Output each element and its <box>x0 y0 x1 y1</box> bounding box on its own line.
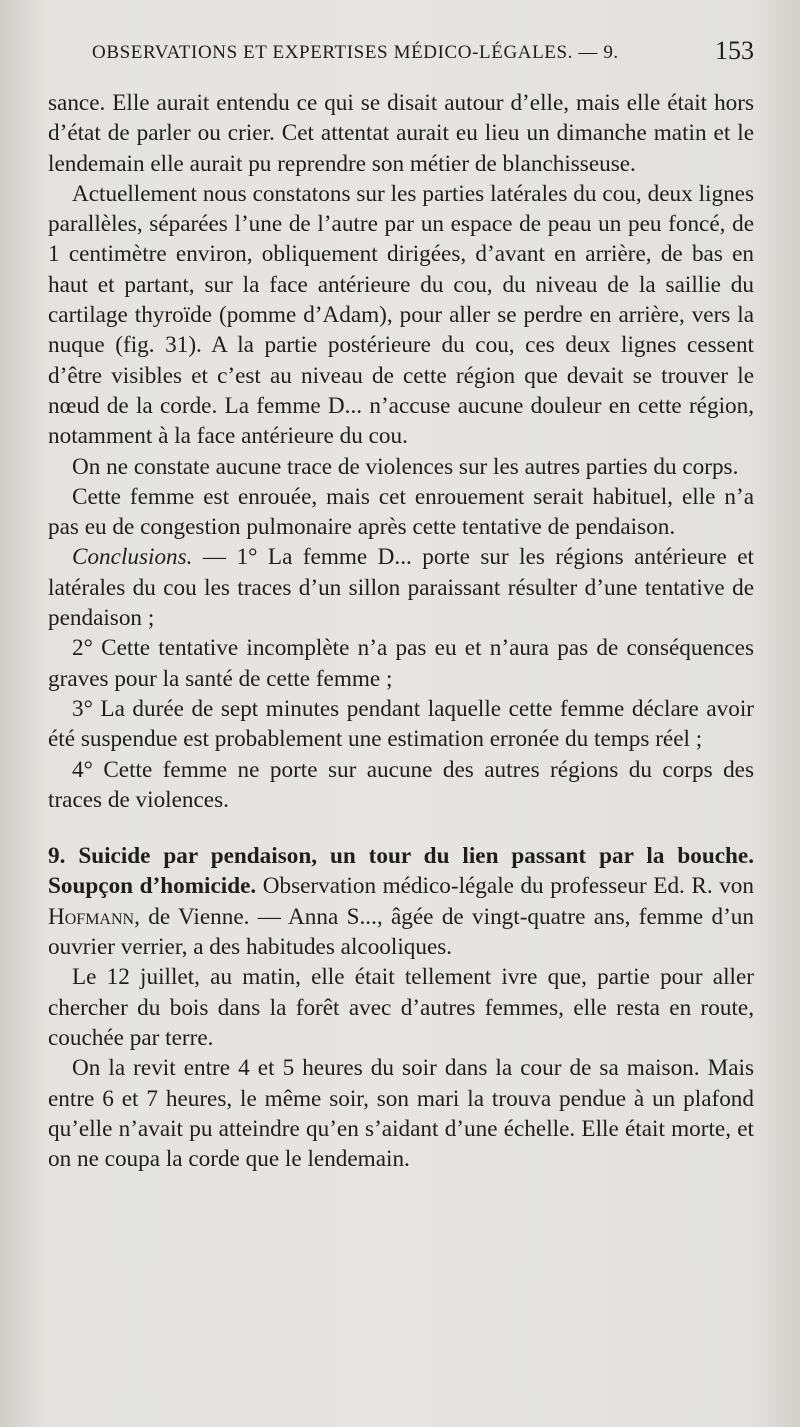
section-title: 9. Suicide par pendaison, un tour du lien passant par la bouche. Soupçon d’homicide. <box>48 843 754 900</box>
author-name: Hofmann <box>48 903 135 930</box>
conclusions-label: Conclusions. <box>72 544 193 571</box>
section-text: , de Vienne. — Anna S..., âgée de vingt-quatre ans, femme d’un ouvrier verrier, a des habitudes alcooliques. <box>48 903 754 961</box>
paragraph: Le 12 juillet, au matin, elle était tellement ivre que, partie pour aller chercher du bois dans la forêt avec d’autres femmes, elle resta en route, couchée par terre. <box>48 964 754 1051</box>
page-body <box>48 88 754 1174</box>
running-title: OBSERVATIONS ET EXPERTISES MÉDICO-LÉGALES. — 9. <box>92 42 619 63</box>
conclusion-1: — 1° La femme D... porte sur les régions antérieure et latérales du cou les traces d’un sillon paraissant résulter d’une tentative de pendaison ; <box>48 544 754 632</box>
conclusion-4: 4° Cette femme ne porte sur aucune des autres régions du corps des traces de violences. <box>48 756 754 813</box>
paragraph: sance. Elle aurait entendu ce qui se disait autour d’elle, mais elle était hors d’état de parler ou crier. Cet attentat aurait eu lieu un dimanche matin et le lendemain elle aurait pu reprendre son métier de blanchisseuse. <box>48 90 754 177</box>
paragraph: Actuellement nous constatons sur les parties latérales du cou, deux lignes parallèles, séparées l’une de l’autre par un espace de peau un peu foncé, de 1 centimètre environ, obliquement dirigées, d’avant en arrière, de bas en haut et partant, sur la face antérieure du cou, du niveau de la saillie du cartilage thyroïde (pomme d’Adam), pour aller se perdre en arrière, vers la nuque (fig. 31). A la partie postérieure du cou, ces deux lignes cessent d’être visibles et c’est au niveau de cette région que devait se trouver le nœud de la corde. La femme D... n’accuse aucune douleur en cette région, notamment à la face antérieure du cou. <box>48 180 754 450</box>
page-number: 153 <box>715 36 754 65</box>
conclusion-3: 3° La durée de sept minutes pendant laquelle cette femme déclare avoir été suspendue est probablement une estimation erronée du temps réel ; <box>48 695 754 753</box>
section-9-paragraph <box>48 841 754 962</box>
conclusions-paragraph <box>48 542 754 633</box>
conclusion-2: 2° Cette tentative incomplète n’a pas eu et n’aura pas de conséquences graves pour la santé de cette femme ; <box>48 635 754 692</box>
paragraph: On ne constate aucune trace de violences sur les autres parties du corps. <box>72 453 739 480</box>
running-header <box>92 36 764 65</box>
paragraph: On la revit entre 4 et 5 heures du soir dans la cour de sa maison. Mais entre 6 et 7 heures, le même soir, son mari la trouva pendue à un plafond qu’elle n’avait pu atteindre qu’en s’aidant d’une échelle. Elle était morte, et on ne coupa la corde que le lendemain. <box>48 1055 754 1173</box>
paragraph: Cette femme est enrouée, mais cet enrouement serait habituel, elle n’a pas eu de congestion pulmonaire après cette tentative de pendaison. <box>48 483 754 541</box>
section-text: Observation médico-légale du professeur Ed. R. von <box>256 873 754 900</box>
